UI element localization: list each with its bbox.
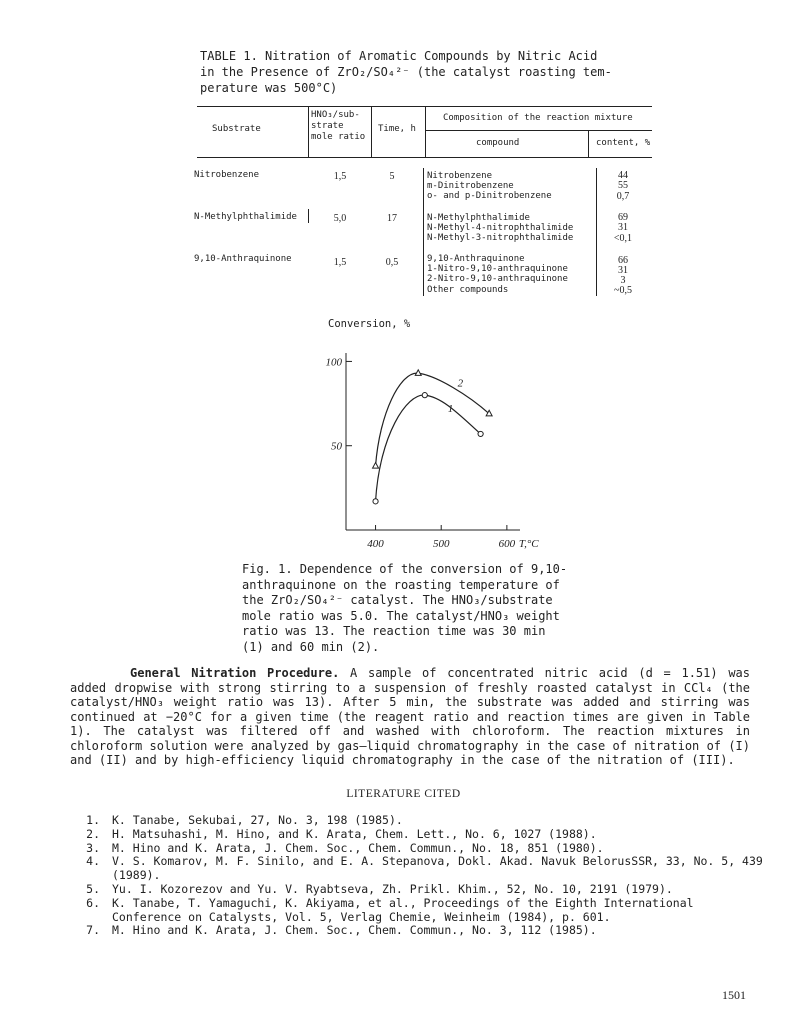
reference-text: V. S. Komarov, M. F. Sinilo, and E. A. Stepanova, Dokl. Akad. Navuk BelorusSSR, 33, No. 5, 439 (1989). [112, 854, 763, 883]
row2-ratio: 5,0 [333, 213, 347, 224]
procedure-paragraph [70, 666, 750, 768]
row2-content-1: 69 [618, 212, 628, 223]
reference-item [78, 897, 768, 925]
x-tick-label: 500 [432, 538, 450, 550]
row1-substrate: Nitrobenzene [194, 170, 260, 180]
row3-content-4: ~0,5 [614, 285, 632, 296]
series-label-1: 1 [447, 403, 454, 415]
header-ratio-1: HNO₃/sub- [311, 110, 360, 120]
reference-list [78, 814, 768, 938]
table-1 [0, 0, 807, 310]
row3-compound-2: 1-Nitro-9,10-anthraquinone [427, 264, 568, 274]
header-substrate: Substrate [212, 124, 261, 134]
y-tick-label: 50 [331, 440, 342, 453]
reference-number: 6. [86, 895, 100, 910]
row1-content-1: 44 [618, 170, 628, 181]
header-ratio-3: mole ratio [311, 132, 366, 142]
reference-number: 2. [86, 826, 100, 841]
header-time: Time, h [378, 124, 416, 134]
row2-compound-3: N-Methyl-3-nitrophthalimide [427, 233, 574, 243]
row1-content-2: 55 [618, 180, 628, 191]
row1-content-3: 0,7 [616, 191, 630, 202]
y-tick-label: 100 [325, 356, 342, 369]
reference-number: 5. [86, 881, 100, 896]
row2-substrate: N-Methylphthalimide [194, 212, 297, 222]
header-ratio-2: strate [311, 121, 344, 131]
page-number: 1501 [722, 988, 746, 1002]
data-point-series-1 [422, 393, 427, 398]
reference-item [78, 924, 768, 938]
header-bottom-rule [197, 157, 652, 158]
row2-content-3: <0,1 [613, 233, 633, 244]
row2-compound-1: N-Methylphthalimide [427, 213, 530, 223]
reference-number: 4. [86, 854, 100, 869]
row3-time: 0,5 [385, 257, 399, 268]
row3-compound-4: Other compounds [427, 285, 509, 295]
row1-compound-2: m-Dinitrobenzene [427, 181, 514, 191]
x-axis-label: T,°C [518, 538, 539, 550]
row1-compound-3: o- and p-Dinitrobenzene [427, 191, 552, 201]
header-composition: Composition of the reaction mixture [443, 113, 633, 123]
table-top-rule [197, 106, 652, 107]
data-point-series-1 [373, 499, 378, 504]
row2-compound-2: N-Methyl-4-nitrophthalimide [427, 223, 574, 233]
y-axis-label: Conversion, % [328, 318, 411, 330]
row1-time: 5 [389, 171, 395, 182]
literature-title: LITERATURE CITED [346, 788, 461, 800]
row2-time: 17 [387, 213, 397, 224]
composition-rule [425, 130, 652, 131]
header-compound: compound [476, 138, 520, 148]
row2-content-2: 31 [618, 222, 628, 233]
reference-number: 3. [86, 840, 100, 855]
procedure-heading: General Nitration Procedure. [130, 666, 340, 680]
reference-text: M. Hino and K. Arata, J. Chem. Soc., Chem. Commun., No. 18, 851 (1980). [112, 840, 604, 855]
row3-ratio: 1,5 [333, 257, 347, 268]
reference-item [78, 828, 768, 842]
reference-item [78, 883, 768, 897]
series-line-2 [376, 373, 490, 466]
figure-caption: Fig. 1. Dependence of the conversion of 9,10- anthraquinone on the roasting temperature of the ZrO₂/SO₄²⁻ catalyst. The HNO₃/substrate mole ratio was 5.0. The catalyst/HNO₃ weight ratio was 13. The reaction time was 30 min (1) and 60 min (2). [242, 562, 568, 654]
row3-content-3: 3 [620, 275, 626, 286]
reference-text: M. Hino and K. Arata, J. Chem. Soc., Chem. Commun., No. 3, 112 (1985). [112, 923, 597, 938]
row3-substrate: 9,10-Anthraquinone [194, 254, 292, 264]
reference-text: Yu. I. Kozorezov and Yu. V. Ryabtseva, Zh. Prikl. Khim., 52, No. 10, 2191 (1979). [112, 881, 673, 896]
reference-text: K. Tanabe, T. Yamaguchi, K. Akiyama, et al., Proceedings of the Eighth International Conference on Catalysts, Vol. 5, Verlag Chemie, Weinheim (1984), p. 601. [112, 895, 694, 924]
table-caption: TABLE 1. Nitration of Aromatic Compounds by Nitric Acid in the Presence of ZrO₂/SO₄²⁻ (the catalyst roasting tem- perature was 500°C) [200, 49, 612, 95]
row3-compound-3: 2-Nitro-9,10-anthraquinone [427, 274, 568, 284]
row3-content-1: 66 [618, 255, 628, 266]
reference-number: 7. [86, 923, 100, 938]
data-point-series-2 [373, 463, 379, 469]
row3-compound-1: 9,10-Anthraquinone [427, 254, 525, 264]
reference-item [78, 814, 768, 828]
reference-item [78, 842, 768, 856]
x-tick-label: 600 [498, 538, 516, 550]
reference-item [78, 855, 768, 883]
series-label-2: 2 [457, 377, 464, 390]
row1-compound-1: Nitrobenzene [427, 171, 493, 181]
procedure-text: A sample of concentrated nitric acid (d = 1.51) was added dropwise with strong stirring to a suspension of freshly roasted catalyst in CCl₄ (the catalyst/HNO₃ weight ratio was 13). After 5 min, the substrate was added and stirring was continued at −20°C for a given time (the reagent ratio and reaction times are given in Table 1). The catalyst was filtered off and washed with chloroform. The reaction mixtures in chloroform solution were analyzed by gas–liquid chromatography in the case of nitration of (I) and (II) and by high-efficiency liquid chromatography in the case of the nitration of (III). [70, 666, 750, 767]
reference-text: K. Tanabe, Sekubai, 27, No. 3, 198 (1985). [112, 813, 403, 827]
x-tick-label: 400 [367, 538, 384, 550]
data-point-series-1 [478, 431, 483, 436]
row1-ratio: 1,5 [333, 171, 347, 182]
reference-text: H. Matsuhashi, M. Hino, and K. Arata, Chem. Lett., No. 6, 1027 (1988). [112, 826, 597, 841]
conversion-chart [310, 315, 539, 555]
header-content: content, % [596, 138, 651, 148]
reference-number: 1. [86, 813, 100, 827]
series-line-1 [376, 395, 481, 501]
row3-content-2: 31 [618, 265, 628, 276]
